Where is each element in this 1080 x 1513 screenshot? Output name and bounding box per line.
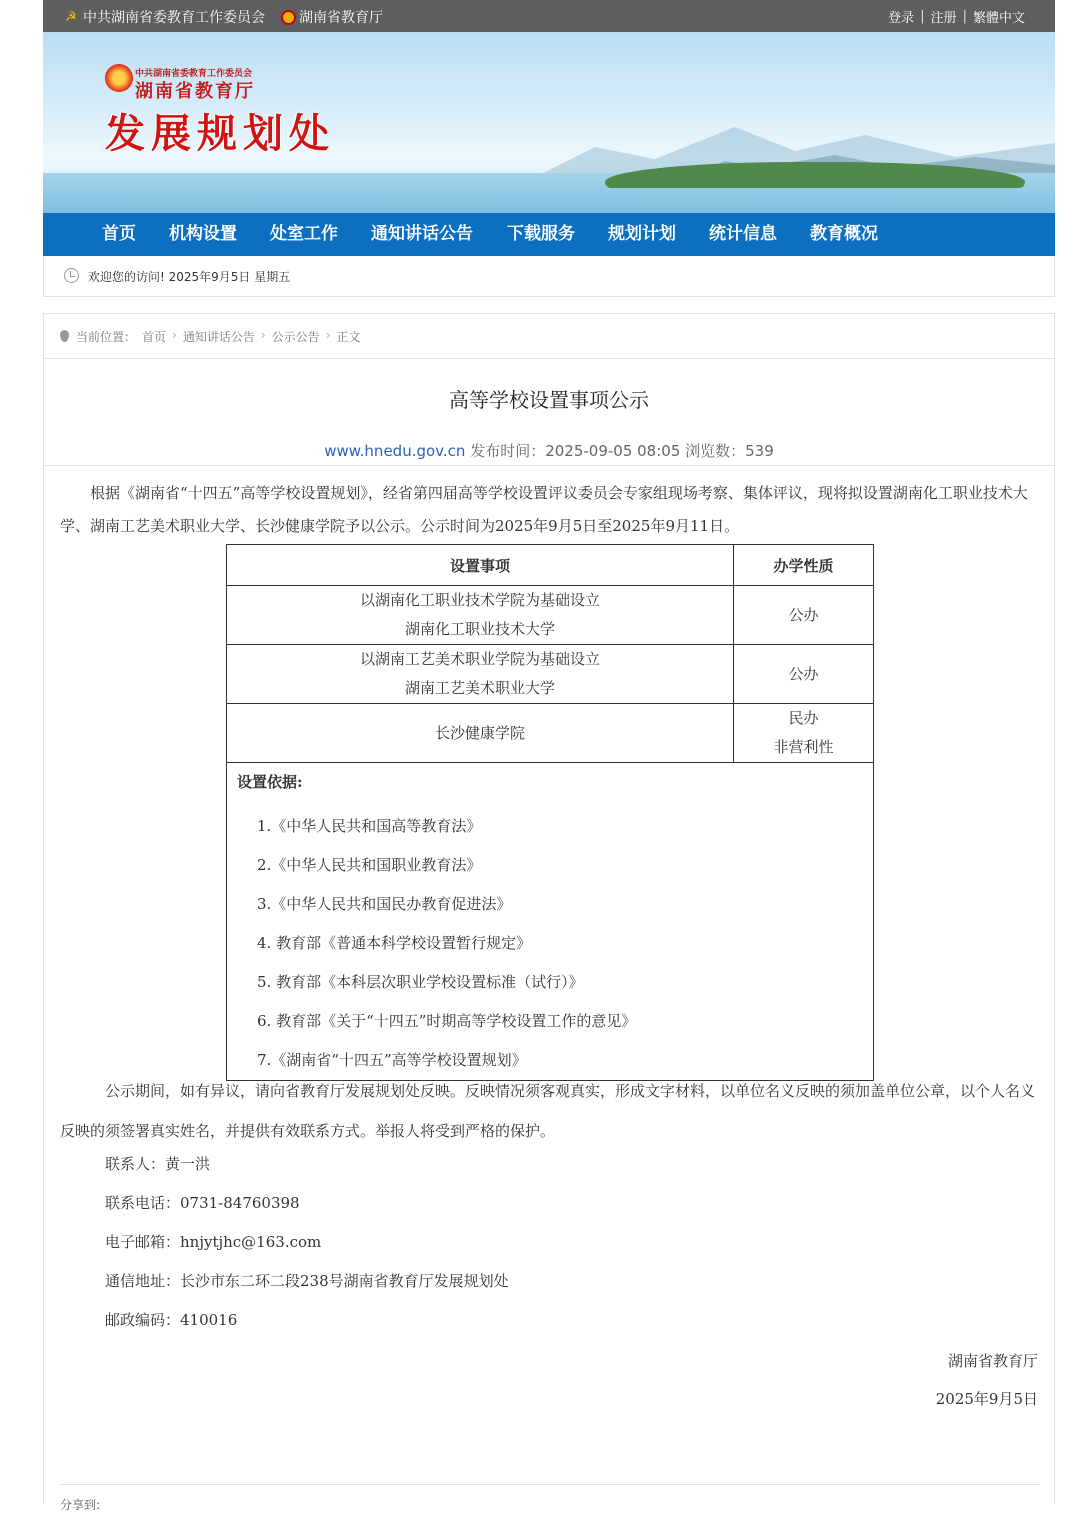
chevron-right-icon: › (172, 328, 177, 342)
breadcrumb (44, 314, 1054, 359)
setup-table (226, 544, 874, 1081)
article-container (43, 313, 1055, 1512)
department-title: 发展规划处 (105, 111, 335, 157)
breadcrumb-home[interactable]: 首页 (142, 330, 167, 344)
title-divider (44, 465, 1054, 466)
chevron-right-icon: › (325, 328, 331, 342)
top-bar (43, 0, 1055, 32)
location-pin-icon (60, 330, 69, 342)
breadcrumb-notices[interactable]: 通知讲话公告 (182, 330, 255, 344)
table-basis-cell (227, 763, 874, 1081)
breadcrumb-current: 正文 (336, 330, 361, 344)
traditional-chinese-link[interactable]: 繁體中文 (972, 11, 1025, 26)
list-item: 4. 教育部《普通本科学校设置暂行规定》 (257, 934, 532, 952)
article-meta (44, 440, 1054, 461)
nav-item-downloads[interactable]: 下载服务 (507, 224, 575, 244)
basis-title: 设置依据: (237, 773, 303, 791)
table-cell-item: 以湖南化工职业技术学院为基础设立 湖南化工职业技术大学 (227, 586, 734, 645)
login-link[interactable]: 登录 (888, 11, 915, 26)
logo-name: 湖南省教育厅 (135, 81, 255, 102)
list-item: 3.《中华人民共和国民办教育促进法》 (257, 895, 512, 913)
list-item: 5. 教育部《本科层次职业学校设置标准（试行）》 (257, 973, 584, 991)
table-cell-nature: 民办 非营利性 (734, 704, 874, 763)
logo-subtitle: 中共湖南省委教育工作委员会 (135, 69, 253, 79)
contact-postcode: 邮政编码：410016 (105, 1311, 238, 1329)
org-link-education-dept[interactable]: 湖南省教育厅 (281, 7, 383, 27)
org-link-party-committee[interactable]: ☭ 中共湖南省委教育工作委员会 (65, 9, 265, 26)
table-row (227, 645, 874, 704)
nav-item-organization[interactable]: 机构设置 (169, 224, 237, 244)
chevron-right-icon: › (260, 328, 266, 342)
nav-item-statistics[interactable]: 统计信息 (709, 224, 777, 244)
site-banner (43, 32, 1055, 213)
nav-item-office-work[interactable]: 处室工作 (270, 224, 338, 244)
table-header-item: 设置事项 (227, 545, 734, 586)
notice-paragraph: 公示期间，如有异议，请向省教育厅发展规划处反映。反映情况须客观真实，形成文字材料，以单位名义反映的须加盖单位公章，以个人名义反映的须签署真实姓名，并提供有效联系方式。举报人将受到严格的保护。 (60, 1082, 1036, 1140)
publish-info: 发布时间：2025-09-05 08:05 浏览数：539 (470, 442, 774, 460)
share-label: 分享到: (60, 1498, 101, 1512)
table-row (227, 586, 874, 645)
intro-paragraph: 根据《湖南省“十四五”高等学校设置规划》，经省第四届高等学校设置评议委员会专家组现场考察、集体评议，现将拟设置湖南化工职业技术大学、湖南工艺美术职业大学、长沙健康学院予以公示。公示时间为2025年9月5日至2025年9月11日。 (60, 484, 1028, 535)
list-item: 6. 教育部《关于“十四五”时期高等学校设置工作的意见》 (257, 1012, 637, 1030)
clock-icon (64, 268, 79, 283)
table-cell-nature: 公办 (734, 645, 874, 704)
national-emblem-icon (281, 10, 296, 25)
breadcrumb-announcements[interactable]: 公示公告 (271, 330, 320, 344)
footer-divider (60, 1484, 1040, 1485)
article-title: 高等学校设置事项公示 (449, 388, 649, 412)
list-item: 7.《湖南省“十四五”高等学校设置规划》 (257, 1051, 527, 1069)
table-basis-row (227, 763, 874, 1081)
list-item: 2.《中华人民共和国职业教育法》 (257, 856, 482, 874)
nav-item-notices[interactable]: 通知讲话公告 (371, 224, 473, 244)
table-cell-item: 以湖南工艺美术职业学院为基础设立 湖南工艺美术职业大学 (227, 645, 734, 704)
welcome-bar (43, 256, 1055, 297)
contact-person: 联系人：黄一洪 (105, 1155, 211, 1173)
list-item: 1.《中华人民共和国高等教育法》 (257, 817, 482, 835)
register-link[interactable]: 注册 (930, 11, 957, 26)
table-header-nature: 办学性质 (734, 545, 874, 586)
party-emblem-icon: ☭ (65, 9, 77, 25)
auth-links: 登录 | 注册 | 繁體中文 (888, 9, 1025, 26)
welcome-text: 欢迎您的访问! 2025年9月5日 星期五 (88, 270, 291, 284)
nav-item-home[interactable]: 首页 (102, 224, 136, 244)
signer: 湖南省教育厅 (947, 1352, 1038, 1370)
contact-phone: 联系电话：0731-84760398 (105, 1194, 300, 1212)
site-link[interactable]: www.hnedu.gov.cn (324, 442, 466, 460)
table-header-row (227, 545, 874, 586)
table-row (227, 704, 874, 763)
contact-address: 通信地址：长沙市东二环二段238号湖南省教育厅发展规划处 (105, 1272, 509, 1290)
sign-date: 2025年9月5日 (935, 1390, 1038, 1408)
nav-item-overview[interactable]: 教育概况 (810, 224, 878, 244)
breadcrumb-label: 当前位置： (76, 330, 137, 344)
main-nav (43, 213, 1055, 256)
emblem-logo-icon (105, 64, 133, 92)
table-cell-item: 长沙健康学院 (227, 704, 734, 763)
contact-email: 电子邮箱：hnjytjhc@163.com (105, 1233, 322, 1251)
nav-item-plans[interactable]: 规划计划 (608, 224, 676, 244)
table-cell-nature: 公办 (734, 586, 874, 645)
